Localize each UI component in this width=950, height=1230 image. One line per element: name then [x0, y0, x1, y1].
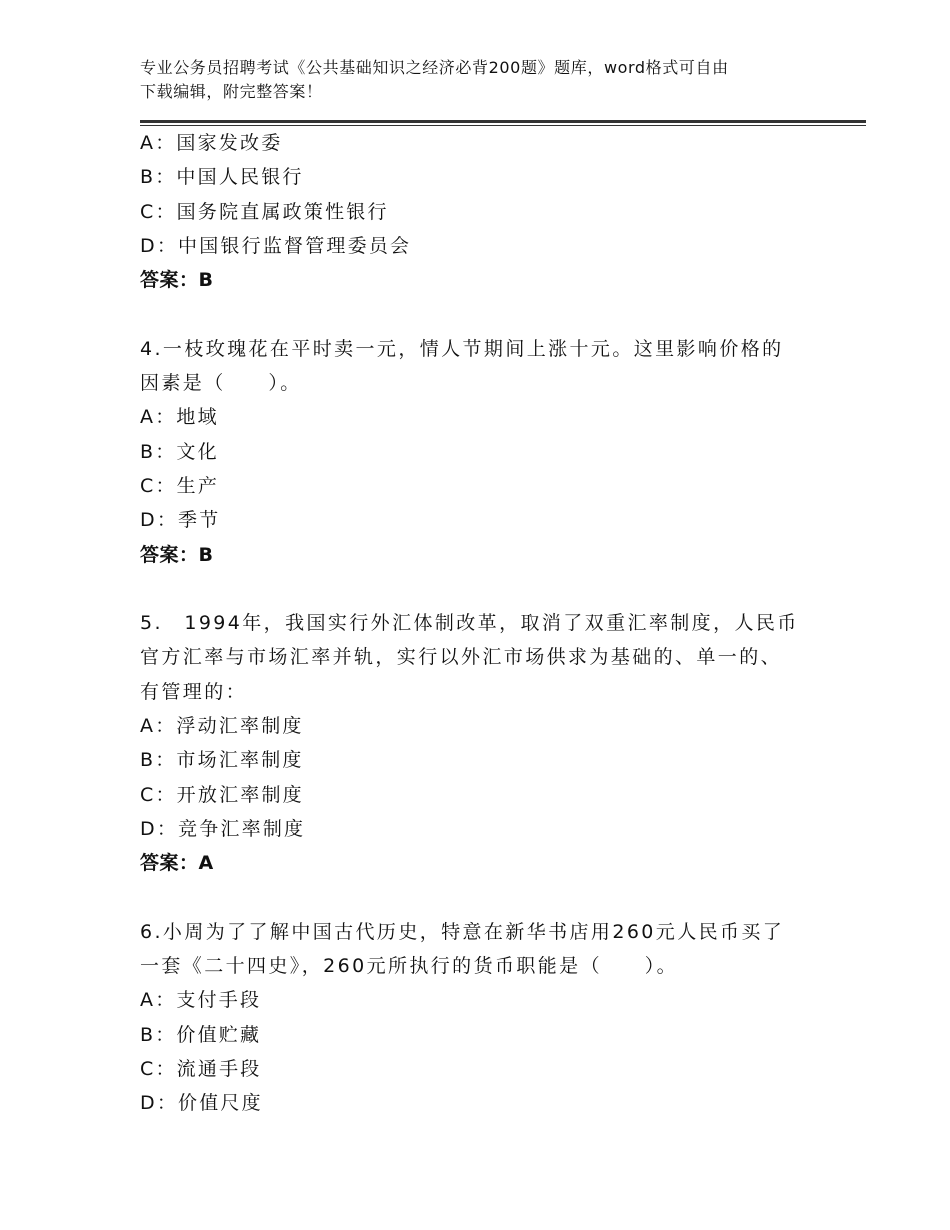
question-line: 6.小周为了了解中国古代历史，特意在新华书店用260元人民币买了: [140, 920, 785, 943]
question-text: [140, 915, 820, 984]
question-text: [140, 332, 820, 401]
question-4: [140, 332, 820, 572]
spacer: [140, 572, 820, 606]
question-5: [140, 606, 820, 880]
option-a: A：地域: [140, 406, 219, 429]
option-b: B：市场汇率制度: [140, 749, 304, 772]
header-rule-thick: [140, 120, 866, 123]
question-6: [140, 915, 820, 1121]
option-a: A：浮动汇率制度: [140, 715, 304, 738]
question-line: 5. 1994年，我国实行外汇体制改革，取消了双重汇率制度，人民币: [140, 612, 799, 635]
document-header: [140, 56, 800, 104]
option-b: B：中国人民银行: [140, 166, 304, 189]
option-c: C：国务院直属政策性银行: [140, 200, 389, 223]
option-c: C：流通手段: [140, 1058, 262, 1081]
question-text: [140, 606, 820, 709]
question-line: 因素是（ ）。: [140, 372, 302, 395]
option-d: D：竞争汇率制度: [140, 817, 306, 840]
option-a: A：国家发改委: [140, 132, 283, 154]
option-d: D：季节: [140, 509, 221, 532]
spacer: [140, 297, 820, 331]
question-3: [140, 126, 820, 297]
option-d: D：价值尺度: [140, 1092, 263, 1115]
question-line: 官方汇率与市场汇率并轨，实行以外汇市场供求为基础的、单一的、: [140, 646, 783, 669]
question-line: 有管理的：: [140, 680, 248, 703]
option-b: B：价值贮藏: [140, 1023, 262, 1046]
option-b: B：文化: [140, 440, 219, 463]
option-d: D：中国银行监督管理委员会: [140, 234, 412, 257]
question-list: [140, 126, 820, 1121]
answer-label: 答案：B: [140, 543, 214, 566]
option-c: C：生产: [140, 474, 220, 497]
header-line-1: 专业公务员招聘考试《公共基础知识之经济必背200题》题库，word格式可自由: [140, 58, 729, 77]
answer-label: 答案：A: [140, 852, 214, 875]
option-c: C：开放汇率制度: [140, 783, 304, 806]
answer-label: 答案：B: [140, 269, 214, 292]
question-line: 一套《二十四史》，260元所执行的货币职能是（ ）。: [140, 955, 679, 978]
header-line-2: 下载编辑，附完整答案！: [140, 82, 323, 101]
spacer: [140, 881, 820, 915]
question-line: 4.一枝玫瑰花在平时卖一元，情人节期间上涨十元。这里影响价格的: [140, 337, 784, 360]
option-a: A：支付手段: [140, 989, 262, 1012]
